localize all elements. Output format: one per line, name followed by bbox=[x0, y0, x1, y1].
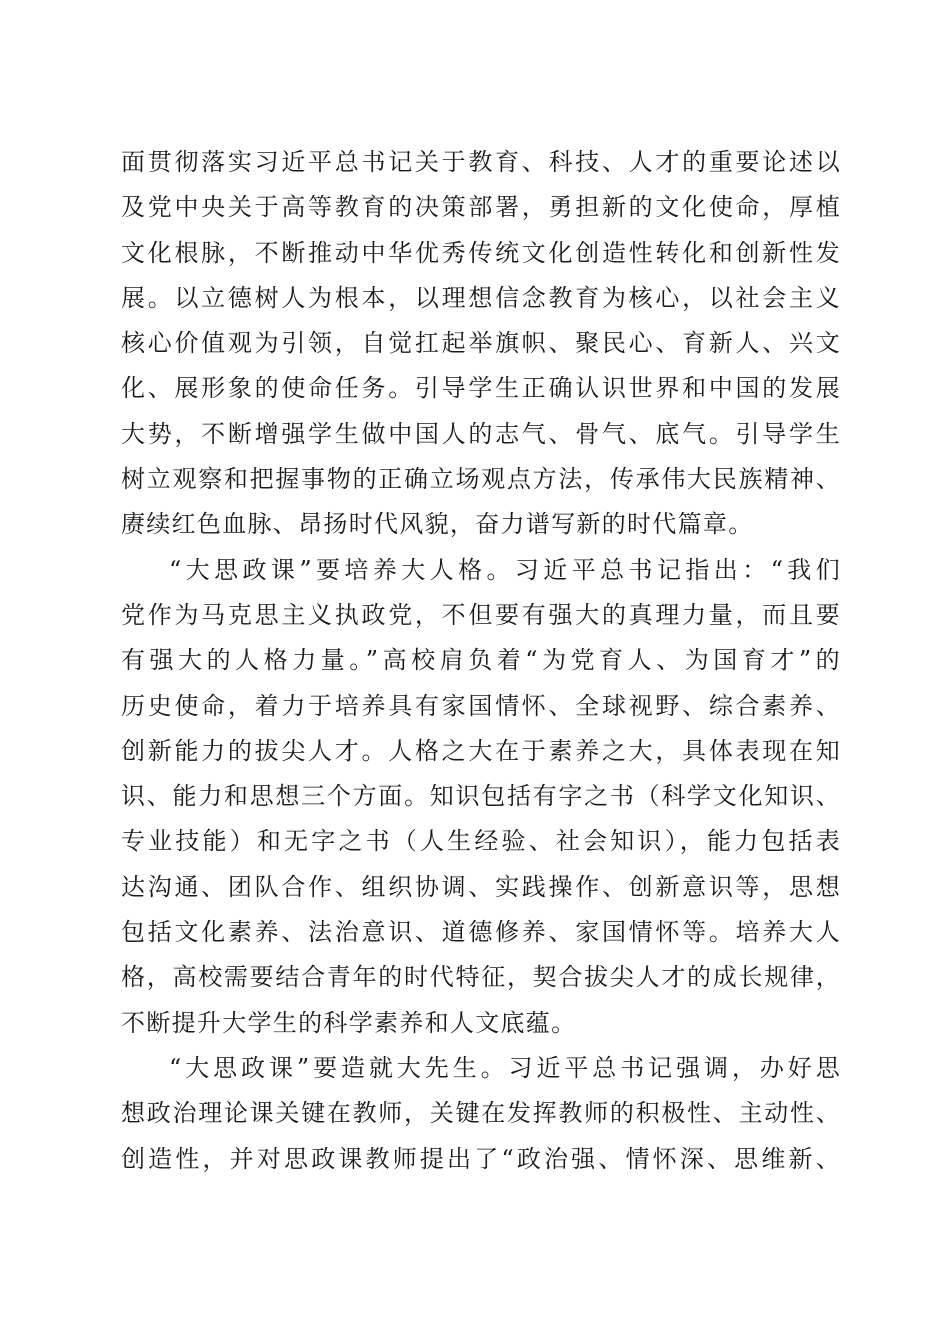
text-line: 达沟通、团队合作、组织协调、实践操作、创新意识等，思想 bbox=[121, 872, 841, 901]
text-line: “大思政课”要造就大先生。习近平总书记强调，办好思 bbox=[169, 1053, 841, 1082]
text-line: 格，高校需要结合青年的时代特征，契合拔尖人才的成长规律， bbox=[121, 963, 841, 992]
text-line: 包括文化素养、法治意识、道德修养、家国情怀等。培养大人 bbox=[121, 918, 841, 947]
text-line: 有强大的人格力量。”高校肩负着“为党育人、为国育才”的 bbox=[121, 646, 841, 675]
text-line: 党作为马克思主义执政党，不但要有强大的真理力量，而且要 bbox=[121, 600, 841, 629]
text-line: 不断提升大学生的科学素养和人文底蕴。 bbox=[121, 1008, 577, 1037]
text-line: 文化根脉，不断推动中华优秀传统文化创造性转化和创新性发 bbox=[121, 238, 841, 267]
text-line: 化、展形象的使命任务。引导学生正确认识世界和中国的发展 bbox=[121, 374, 841, 403]
text-line: 面贯彻落实习近平总书记关于教育、科技、人才的重要论述以 bbox=[121, 148, 841, 176]
text-line: 大势，不断增强学生做中国人的志气、骨气、底气。引导学生 bbox=[121, 419, 841, 448]
text-line: 历史使命，着力于培养具有家国情怀、全球视野、综合素养、 bbox=[121, 691, 841, 720]
text-line: 创新能力的拔尖人才。人格之大在于素养之大，具体表现在知 bbox=[121, 736, 841, 765]
text-line: 创造性，并对思政课教师提出了“政治强、情怀深、思维新、 bbox=[121, 1144, 841, 1173]
text-line: 识、能力和思想三个方面。知识包括有字之书（科学文化知识、 bbox=[121, 782, 841, 811]
text-line: 树立观察和把握事物的正确立场观点方法，传承伟大民族精神、 bbox=[121, 465, 841, 494]
text-line: 及党中央关于高等教育的决策部署，勇担新的文化使命，厚植 bbox=[121, 193, 841, 222]
text-line: 核心价值观为引领，自觉扛起举旗帜、聚民心、育新人、兴文 bbox=[121, 329, 841, 358]
text-line: 想政治理论课关键在教师，关键在发挥教师的积极性、主动性、 bbox=[121, 1099, 841, 1128]
text-line: “大思政课”要培养大人格。习近平总书记指出：“我们 bbox=[169, 555, 841, 584]
text-line: 赓续红色血脉、昂扬时代风貌，奋力谱写新的时代篇章。 bbox=[121, 510, 754, 539]
text-line: 展。以立德树人为根本，以理想信念教育为核心，以社会主义 bbox=[121, 283, 841, 312]
body-text bbox=[121, 140, 841, 1182]
text-line: 专业技能）和无字之书（人生经验、社会知识），能力包括表 bbox=[121, 827, 841, 856]
